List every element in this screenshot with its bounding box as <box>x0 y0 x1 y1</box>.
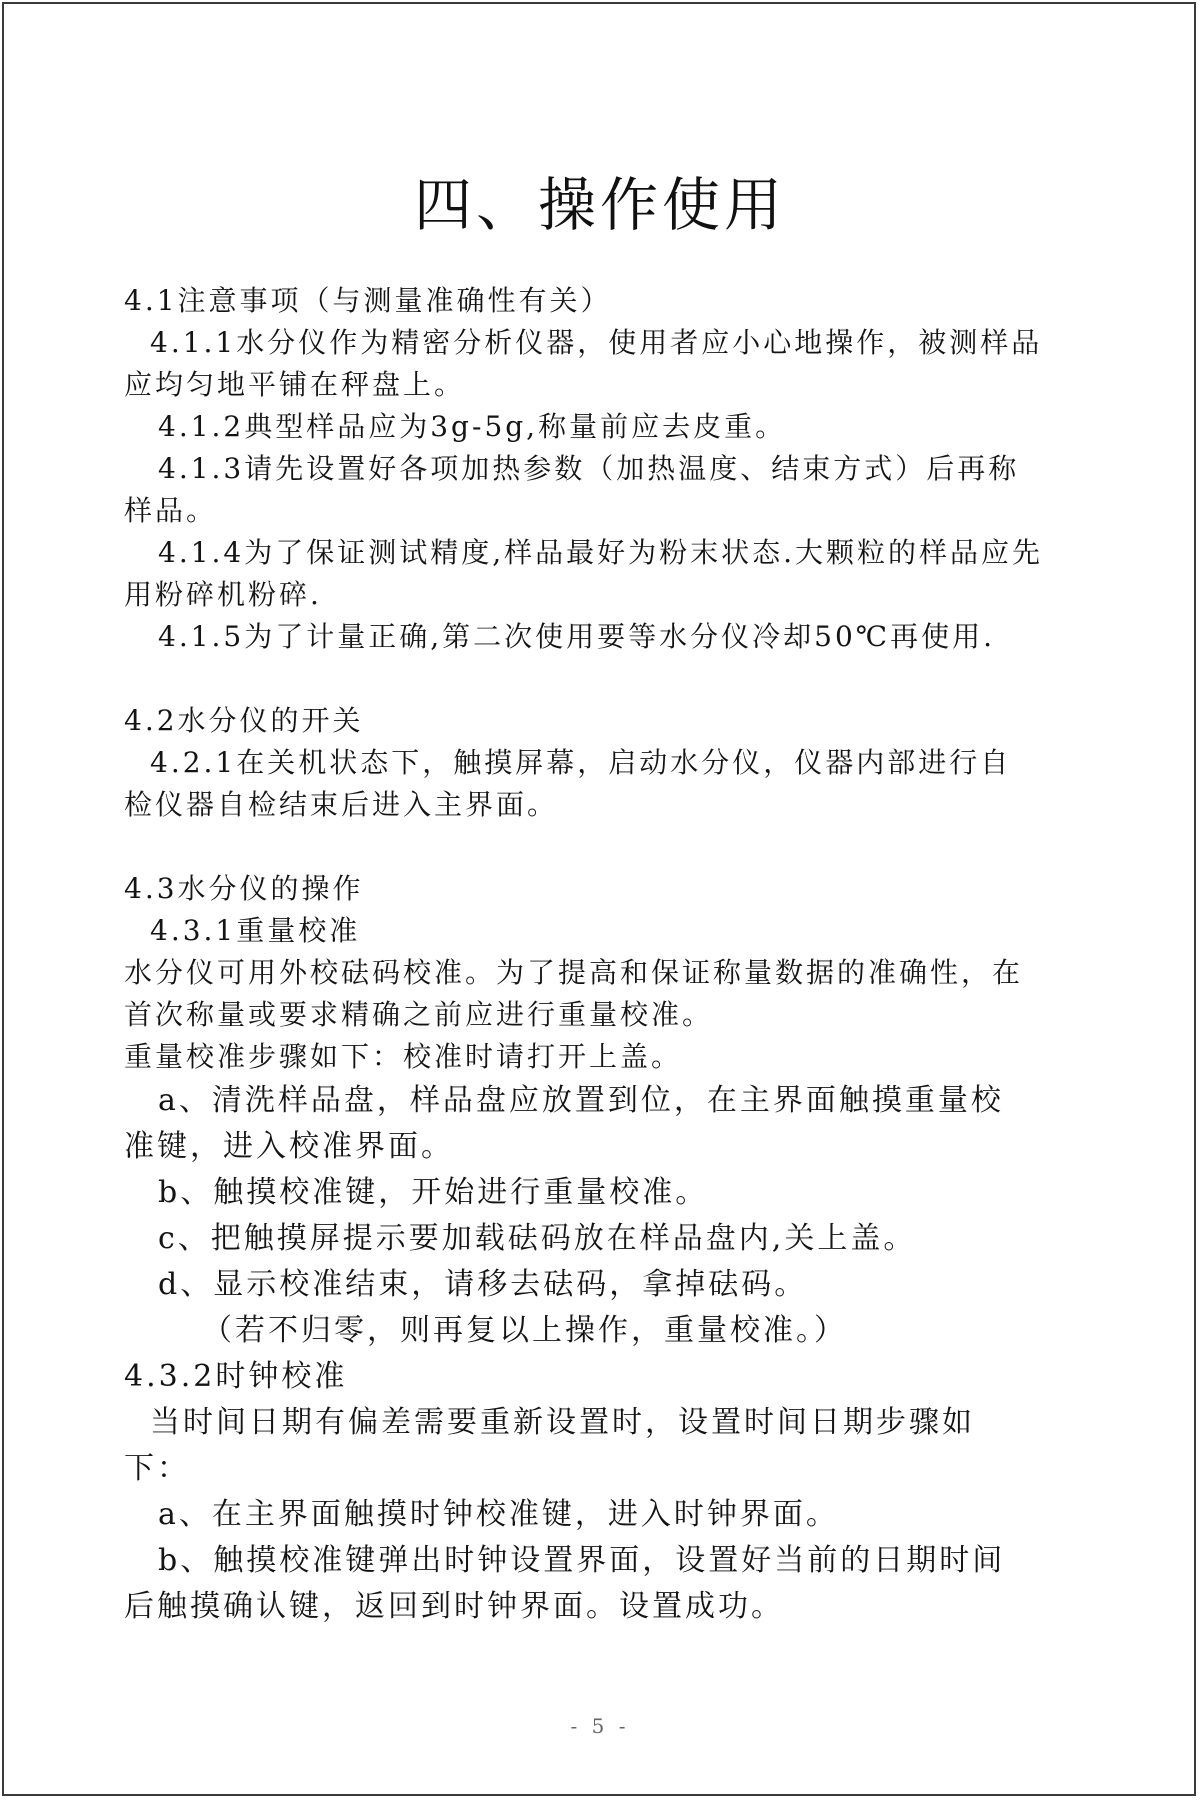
calibration-steps-intro: 重量校准步骤如下：校准时请打开上盖。 <box>124 1040 683 1073</box>
item-4-2-1-line1: 4.2.1在关机状态下，触摸屏幕，启动水分仪，仪器内部进行自 <box>150 746 1012 779</box>
item-4-1-5: 4.1.5为了计量正确,第二次使用要等水分仪冷却50℃再使用. <box>158 620 995 653</box>
spacer <box>124 658 1104 700</box>
spacer <box>124 826 1104 868</box>
clock-step-b-line2: 后触摸确认键，返回到时钟界面。设置成功。 <box>124 1589 784 1624</box>
clock-intro-line1: 当时间日期有偏差需要重新设置时，设置时间日期步骤如 <box>150 1405 975 1440</box>
clock-step-a: a、在主界面触摸时钟校准键，进入时钟界面。 <box>158 1497 839 1532</box>
item-4-1-3-line2: 样品。 <box>124 494 218 527</box>
calibration-step-a-line2: 准键，进入校准界面。 <box>124 1129 454 1164</box>
calibration-intro-line1: 水分仪可用外校砝码校准。为了提高和保证称量数据的准确性，在 <box>124 956 1024 989</box>
page-number: - 5 - <box>570 1714 630 1738</box>
item-4-1-3-line1: 4.1.3请先设置好各项加热参数（加热温度、结束方式）后再称 <box>158 452 1020 485</box>
calibration-step-d: d、显示校准结束，请移去砝码，拿掉砝码。 <box>158 1267 808 1302</box>
section-4-3-title: 4.3水分仪的操作 <box>124 872 364 905</box>
subsection-4-3-1-title: 4.3.1重量校准 <box>150 914 361 947</box>
item-4-1-2: 4.1.2典型样品应为3g-5g,称量前应去皮重。 <box>158 410 787 443</box>
clock-step-b-line1: b、触摸校准键弹出时钟设置界面，设置好当前的日期时间 <box>158 1543 1006 1578</box>
page-title: 四、操作使用 <box>413 171 786 239</box>
item-4-1-4-line1: 4.1.4为了保证测试精度,样品最好为粉末状态.大颗粒的样品应先 <box>158 536 1044 569</box>
calibration-note: （若不归零，则再复以上操作，重量校准。） <box>202 1313 847 1348</box>
item-4-2-1-line2: 检仪器自检结束后进入主界面。 <box>124 788 559 821</box>
subsection-4-3-2-title: 4.3.2时钟校准 <box>124 1359 348 1394</box>
document-body <box>124 280 1104 1630</box>
calibration-intro-line2: 首次称量或要求精确之前应进行重量校准。 <box>124 998 714 1031</box>
calibration-step-c: c、把触摸屏提示要加载砝码放在样品盘内,关上盖。 <box>158 1221 917 1256</box>
calibration-step-a-line1: a、清洗样品盘，样品盘应放置到位，在主界面触摸重量校 <box>158 1083 1004 1118</box>
calibration-step-b: b、触摸校准键，开始进行重量校准。 <box>158 1175 709 1210</box>
clock-intro-line2: 下： <box>124 1451 190 1486</box>
item-4-1-4-line2: 用粉碎机粉碎. <box>124 578 322 611</box>
section-4-2-title: 4.2水分仪的开关 <box>124 704 364 737</box>
item-4-1-1-line1: 4.1.1水分仪作为精密分析仪器，使用者应小心地操作，被测样品 <box>150 326 1043 359</box>
section-4-1-title: 4.1注意事项（与测量准确性有关） <box>124 284 612 317</box>
item-4-1-1-line2: 应均匀地平铺在秤盘上。 <box>124 368 466 401</box>
